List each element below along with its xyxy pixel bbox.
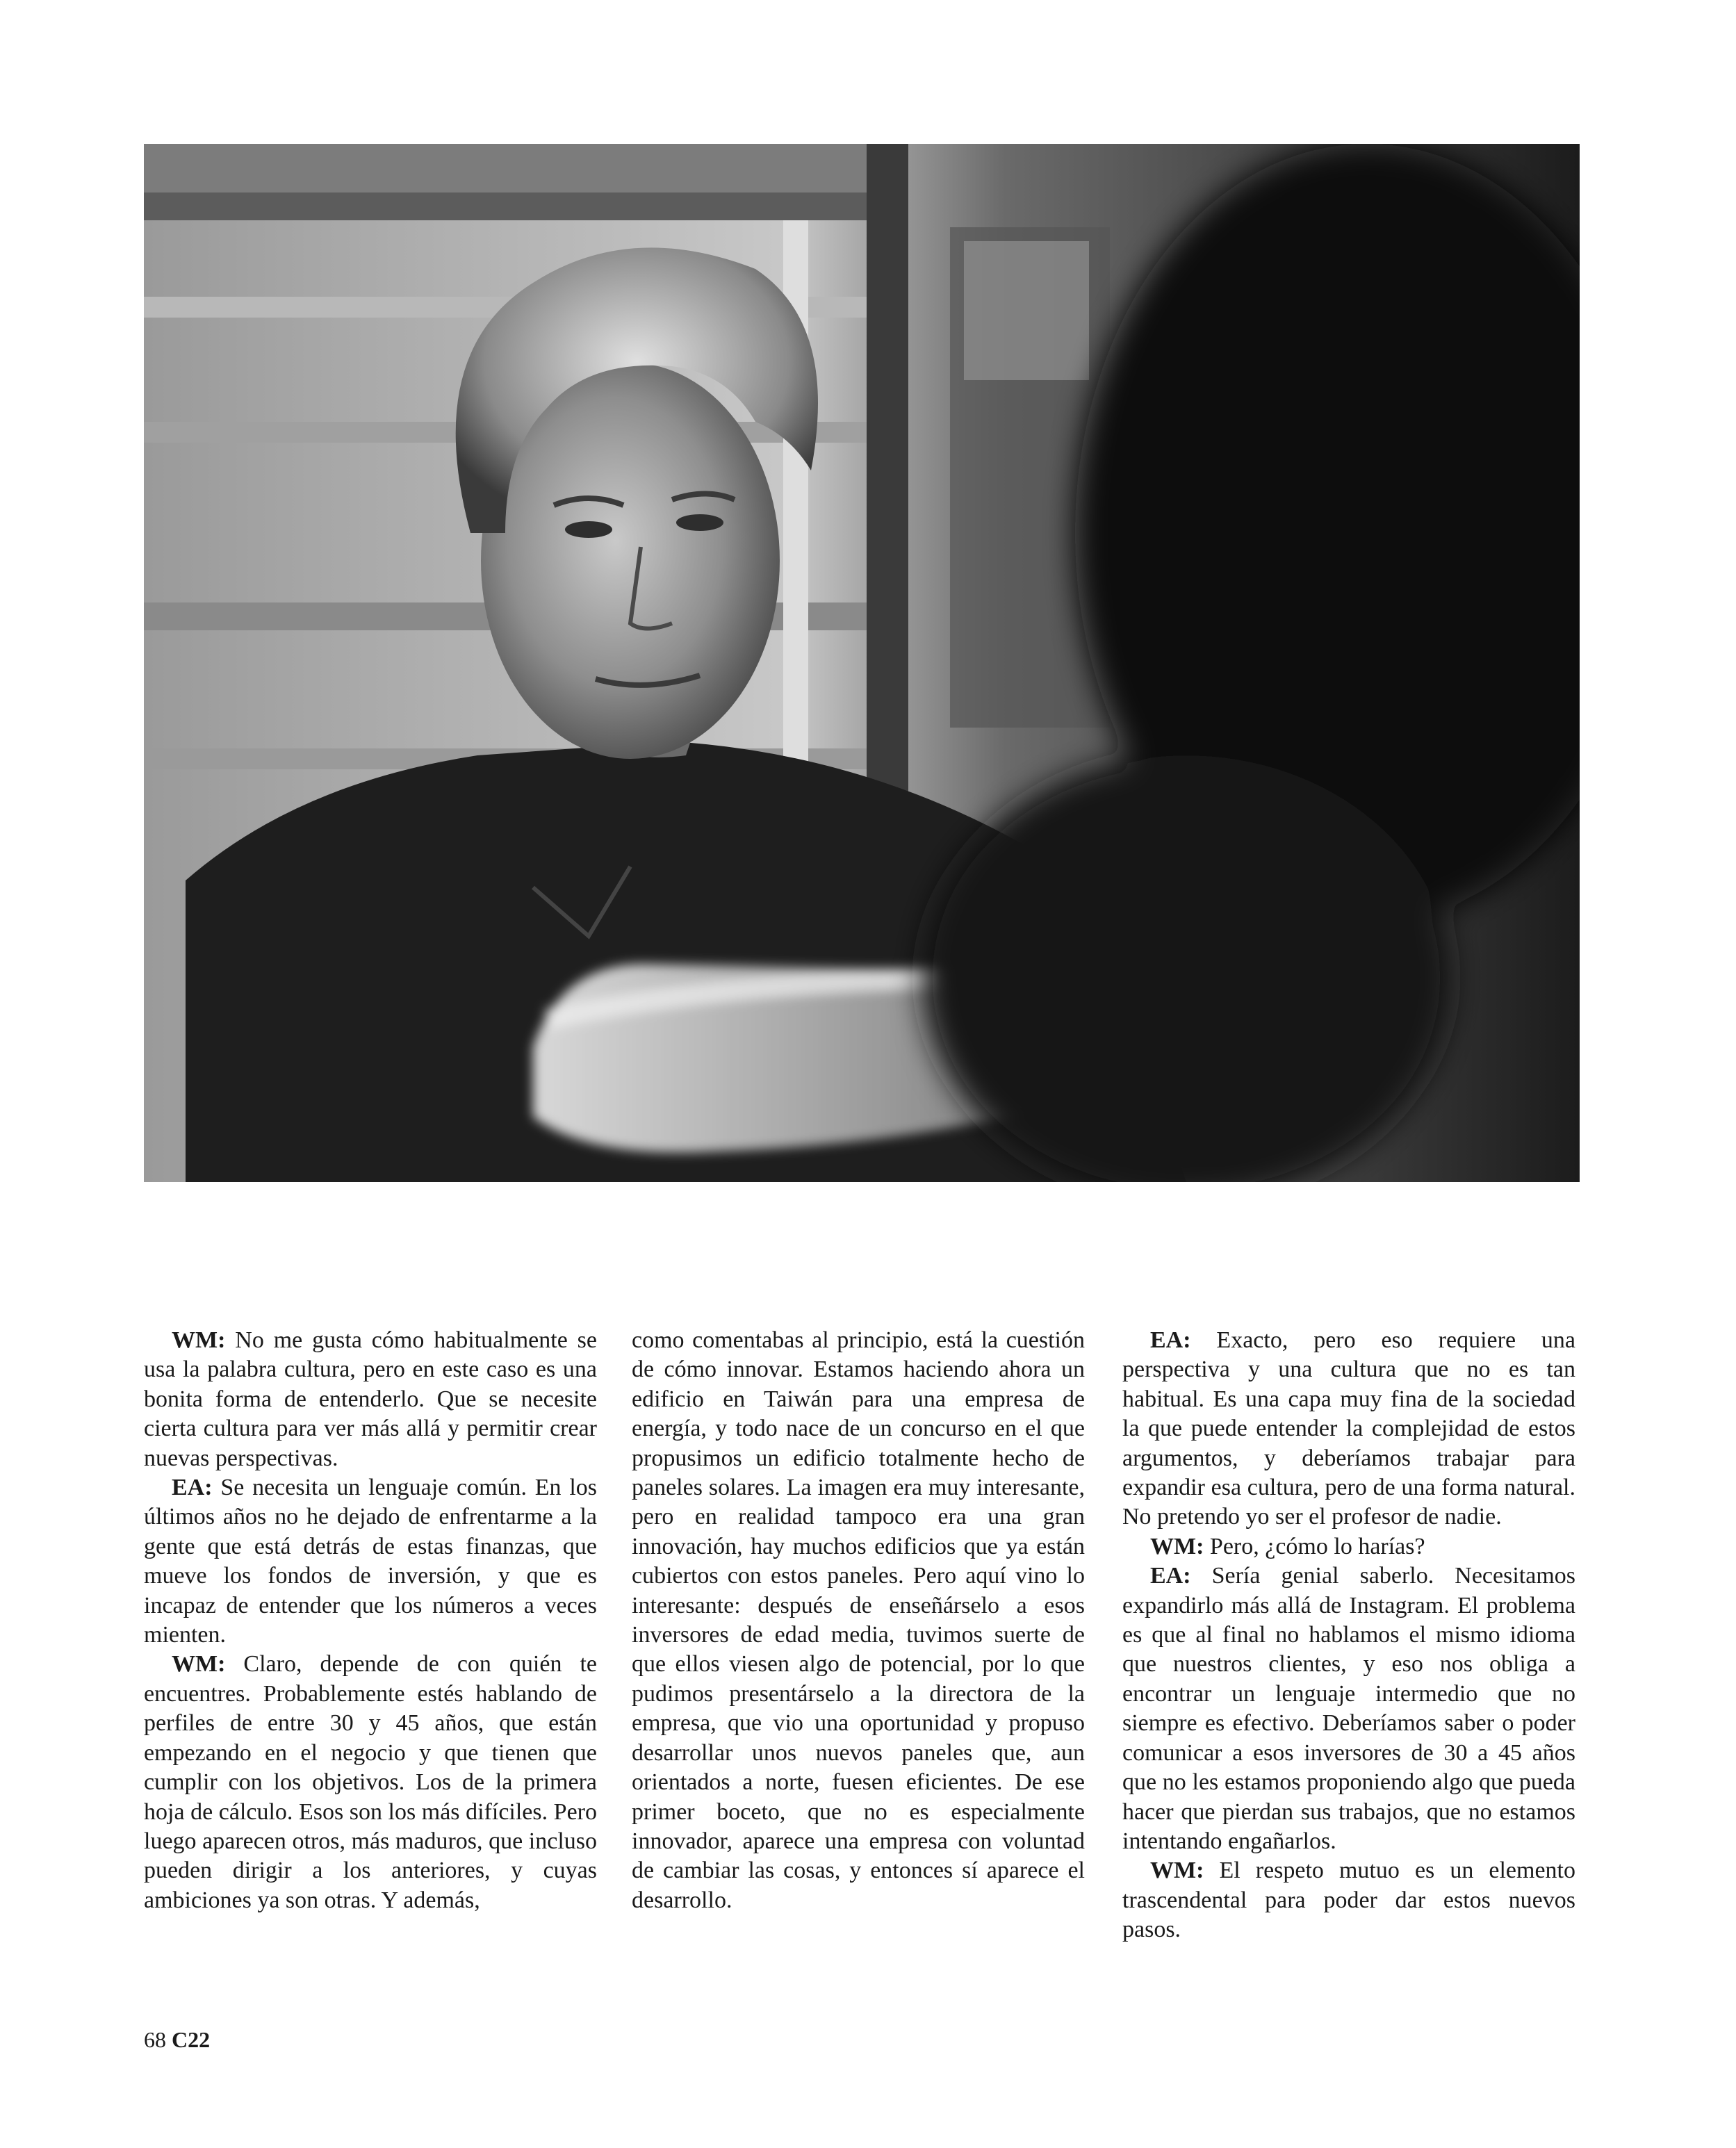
article-body: [144, 1326, 1580, 1993]
photo-portrait-icon: [144, 144, 1580, 1182]
paragraph: [1122, 1561, 1575, 1856]
paragraph-text: Pero, ¿cómo lo harías?: [1204, 1533, 1425, 1559]
speaker-label: EA:: [1150, 1563, 1191, 1589]
page-folio: [144, 2027, 210, 2053]
column-1: [144, 1326, 597, 1915]
speaker-label: WM:: [1150, 1533, 1204, 1559]
speaker-label: EA:: [1150, 1327, 1191, 1353]
speaker-label: WM:: [1150, 1858, 1204, 1884]
paragraph: [1122, 1326, 1575, 1532]
interview-photo: [144, 144, 1580, 1182]
paragraph: [632, 1326, 1085, 1915]
speaker-label: EA:: [172, 1475, 213, 1501]
paragraph: [1122, 1856, 1575, 1944]
paragraph: [144, 1326, 597, 1473]
column-2: [632, 1326, 1085, 1915]
paragraph: [144, 1650, 597, 1915]
paragraph-text: Sería genial saberlo. Necesitamos expandirlo más allá de Instagram. El problema es que al final no hablamos el mismo idioma que nuestros clientes, y eso nos obliga a encontrar un lenguaje intermedio que no siempre es efectivo. Deberíamos saber o poder comunicar a esos inversores de 30 a 45 años que no les estamos proponiendo algo que pueda hacer que pierdan sus trabajos, que no estamos intentando engañarlos.: [1122, 1563, 1575, 1854]
paragraph-text: Claro, depende de con quién te encuentres. Probablemente estés hablando de perfiles de entre 30 y 45 años, que están empezando en el negocio y que tienen que cumplir con los objetivos. Los de la primera hoja de cálculo. Esos son los más difíciles. Pero luego aparecen otros, más maduros, que incluso pueden dirigir a los anteriores, y cuyas ambiciones ya son otras. Y además,: [144, 1651, 597, 1913]
paragraph: [1122, 1532, 1575, 1561]
paragraph: [144, 1473, 597, 1650]
speaker-label: WM:: [172, 1327, 226, 1353]
paragraph-text: Exacto, pero eso requiere una perspectiva y una cultura que no es tan habitual. Es una capa muy fina de la sociedad la que puede entender la complejidad de estos argumentos, y deberíamos trabajar para expandir esa cultura, pero de una forma natural. No pretendo yo ser el profesor de nadie.: [1122, 1327, 1575, 1530]
paragraph-text: Se necesita un lenguaje común. En los últimos años no he dejado de enfrentarme a la gente que está detrás de estas finanzas, que mueve los fondos de inversión, y que es incapaz de entender que los números a veces mienten.: [144, 1475, 597, 1648]
magazine-name: C22: [172, 2027, 211, 2052]
paragraph-text: No me gusta cómo habitualmente se usa la palabra cultura, pero en este caso es una bonita forma de entenderlo. Que se necesite cierta cultura para ver más allá y permitir crear nuevas perspectivas.: [144, 1327, 597, 1471]
column-3: [1122, 1326, 1575, 1945]
paragraph-text: como comentabas al principio, está la cuestión de cómo innovar. Estamos haciendo ahora un edificio en Taiwán para una empresa de energía, y todo nace de un concurso en el que propusimos un edificio totalmente hecho de paneles solares. La imagen era muy interesante, pero en realidad tampoco era una gran innovación, hay muchos edificios que ya están cubiertos con estos paneles. Pero aquí vino lo interesante: después de enseñárselo a esos inversores de edad media, tuvimos suerte de que ellos viesen algo de potencial, por lo que pudimos presentárselo a la directora de la empresa, que vio una oportunidad y propuso desarrollar unos nuevos paneles que, aun orientados a norte, fuesen eficientes. De ese primer boceto, que no es especialmente innovador, aparece una empresa con voluntad de cambiar las cosas, y entonces sí aparece el desarrollo.: [632, 1327, 1085, 1913]
speaker-label: WM:: [172, 1651, 226, 1678]
page-number: 68: [144, 2027, 166, 2052]
paragraph-text: El respeto mutuo es un elemento trascendental para poder dar estos nuevos pasos.: [1122, 1858, 1575, 1943]
